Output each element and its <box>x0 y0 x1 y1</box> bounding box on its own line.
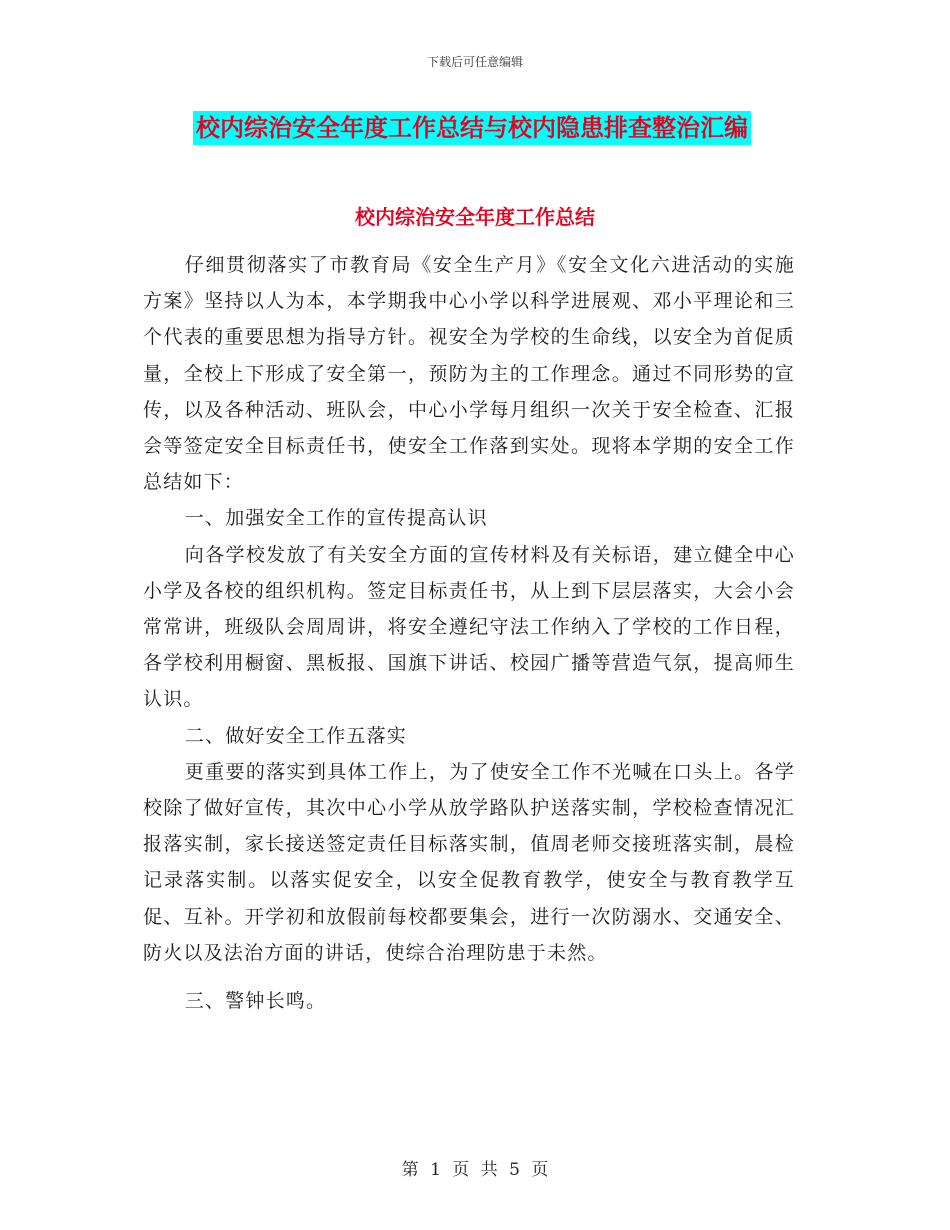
document-body <box>143 247 795 1019</box>
heading-1: 一、加强安全工作的宣传提高认识 <box>184 507 488 530</box>
paragraph-implementation: 更重要的落实到具体工作上，为了使安全工作不光喊在口头上。各学校除了做好宣传，其次中心小学从放学路队护送落实制，学校检查情况汇报落实制，家长接送签定责任目标落实制，值周老师交接班落实制，晨检记录落实制。以落实促安全，以安全促教育教学，使安全与教育教学互促、互补。开学初和放假前每校都要集会，进行一次防溺水、交通安全、防火以及法治方面的讲话，使综合治理防患于未然。 <box>143 760 795 964</box>
heading-3: 三、警钟长鸣。 <box>184 990 327 1013</box>
paragraph-publicity: 向各学校发放了有关安全方面的宣传材料及有关标语，建立健全中心小学及各校的组织机构。签定目标责任书，从上到下层层落实，大会小会常常讲，班级队会周周讲，将安全遵纪守法工作纳入了学校的工作日程，各学校利用橱窗、黑板报、国旗下讲话、校园广播等营造气氛，提高师生认识。 <box>143 543 795 711</box>
heading-2: 二、做好安全工作五落实 <box>184 724 407 747</box>
section-title: 校内综治安全年度工作总结 <box>355 205 595 229</box>
paragraph-intro: 仔细贯彻落实了市教育局《安全生产月》《安全文化六进活动的实施方案》坚持以人为本，本学期我中心小学以科学进展观、邓小平理论和三个代表的重要思想为指导方针。视安全为学校的生命线，以安全为首促质量，全校上下形成了安全第一，预防为主的工作理念。通过不同形势的宣传，以及各种活动、班队会，中心小学每月组织一次关于安全检查、汇报会等签定安全目标责任书，使安全工作落到实处。现将本学期的安全工作总结如下： <box>143 254 795 494</box>
page-number: 第 1 页 共 5 页 <box>401 1160 549 1180</box>
document-title: 校内综治安全年度工作总结与校内隐患排查整治汇编 <box>193 111 751 145</box>
header-note: 下载后可任意编辑 <box>426 55 523 69</box>
